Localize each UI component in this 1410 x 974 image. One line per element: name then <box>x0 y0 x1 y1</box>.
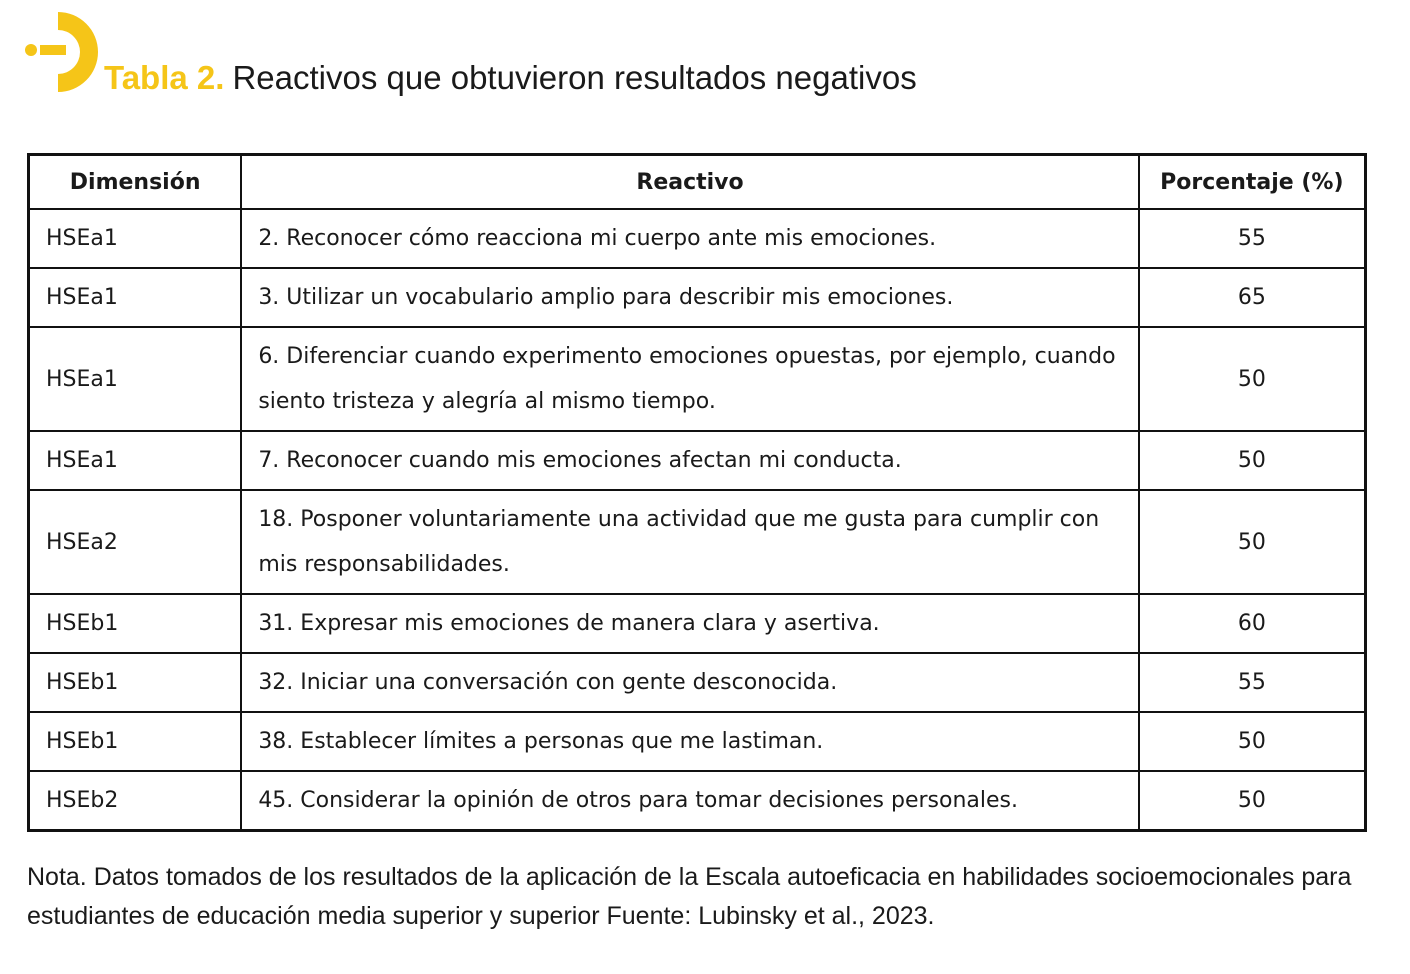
table-row <box>29 712 1366 771</box>
cell-reactivo: 6. Diferenciar cuando experimento emociones opuestas, por ejemplo, cuando siento tristeza y alegría al mismo tiempo. <box>241 327 1138 431</box>
cell-reactivo: 7. Reconocer cuando mis emociones afectan mi conducta. <box>241 431 1138 490</box>
results-table <box>27 153 1367 832</box>
cell-porcentaje: 65 <box>1139 268 1366 327</box>
cell-dimension: HSEa1 <box>29 327 242 431</box>
header-porcentaje: Porcentaje (%) <box>1139 155 1366 210</box>
cell-reactivo: 45. Considerar la opinión de otros para tomar decisiones personales. <box>241 771 1138 831</box>
table-row <box>29 653 1366 712</box>
table-note: Nota. Datos tomados de los resultados de la aplicación de la Escala autoeficacia en habilidades socioemocionales para estudiantes de educación media superior y superior Fuente: Lubinsky et al., 2023. <box>27 863 1352 930</box>
header-reactivo: Reactivo <box>241 155 1138 210</box>
cell-porcentaje: 50 <box>1139 490 1366 594</box>
cell-porcentaje: 60 <box>1139 594 1366 653</box>
table-title <box>104 54 917 102</box>
cell-reactivo: 2. Reconocer cómo reacciona mi cuerpo ante mis emociones. <box>241 209 1138 268</box>
cell-dimension: HSEa2 <box>29 490 242 594</box>
cell-dimension: HSEb2 <box>29 771 242 831</box>
brand-mark-icon <box>24 12 98 92</box>
cell-reactivo: 18. Posponer voluntariamente una actividad que me gusta para cumplir con mis responsabilidades. <box>241 490 1138 594</box>
table-row <box>29 771 1366 831</box>
cell-porcentaje: 50 <box>1139 771 1366 831</box>
header-dimension: Dimensión <box>29 155 242 210</box>
cell-porcentaje: 50 <box>1139 431 1366 490</box>
cell-reactivo: 32. Iniciar una conversación con gente desconocida. <box>241 653 1138 712</box>
cell-porcentaje: 55 <box>1139 209 1366 268</box>
cell-dimension: HSEa1 <box>29 209 242 268</box>
cell-reactivo: 31. Expresar mis emociones de manera clara y asertiva. <box>241 594 1138 653</box>
cell-dimension: HSEb1 <box>29 712 242 771</box>
table-row <box>29 431 1366 490</box>
cell-reactivo: 38. Establecer límites a personas que me lastiman. <box>241 712 1138 771</box>
cell-reactivo: 3. Utilizar un vocabulario amplio para describir mis emociones. <box>241 268 1138 327</box>
cell-dimension: HSEa1 <box>29 431 242 490</box>
table-row <box>29 327 1366 431</box>
cell-porcentaje: 50 <box>1139 327 1366 431</box>
table-row <box>29 268 1366 327</box>
table-row <box>29 209 1366 268</box>
cell-dimension: HSEa1 <box>29 268 242 327</box>
table-row <box>29 594 1366 653</box>
cell-dimension: HSEb1 <box>29 594 242 653</box>
table-row <box>29 490 1366 594</box>
table-title-text: Reactivos que obtuvieron resultados negativos <box>232 59 917 96</box>
table-header-row <box>29 155 1366 210</box>
cell-porcentaje: 55 <box>1139 653 1366 712</box>
table-title-label: Tabla 2. <box>104 59 225 96</box>
cell-dimension: HSEb1 <box>29 653 242 712</box>
cell-porcentaje: 50 <box>1139 712 1366 771</box>
